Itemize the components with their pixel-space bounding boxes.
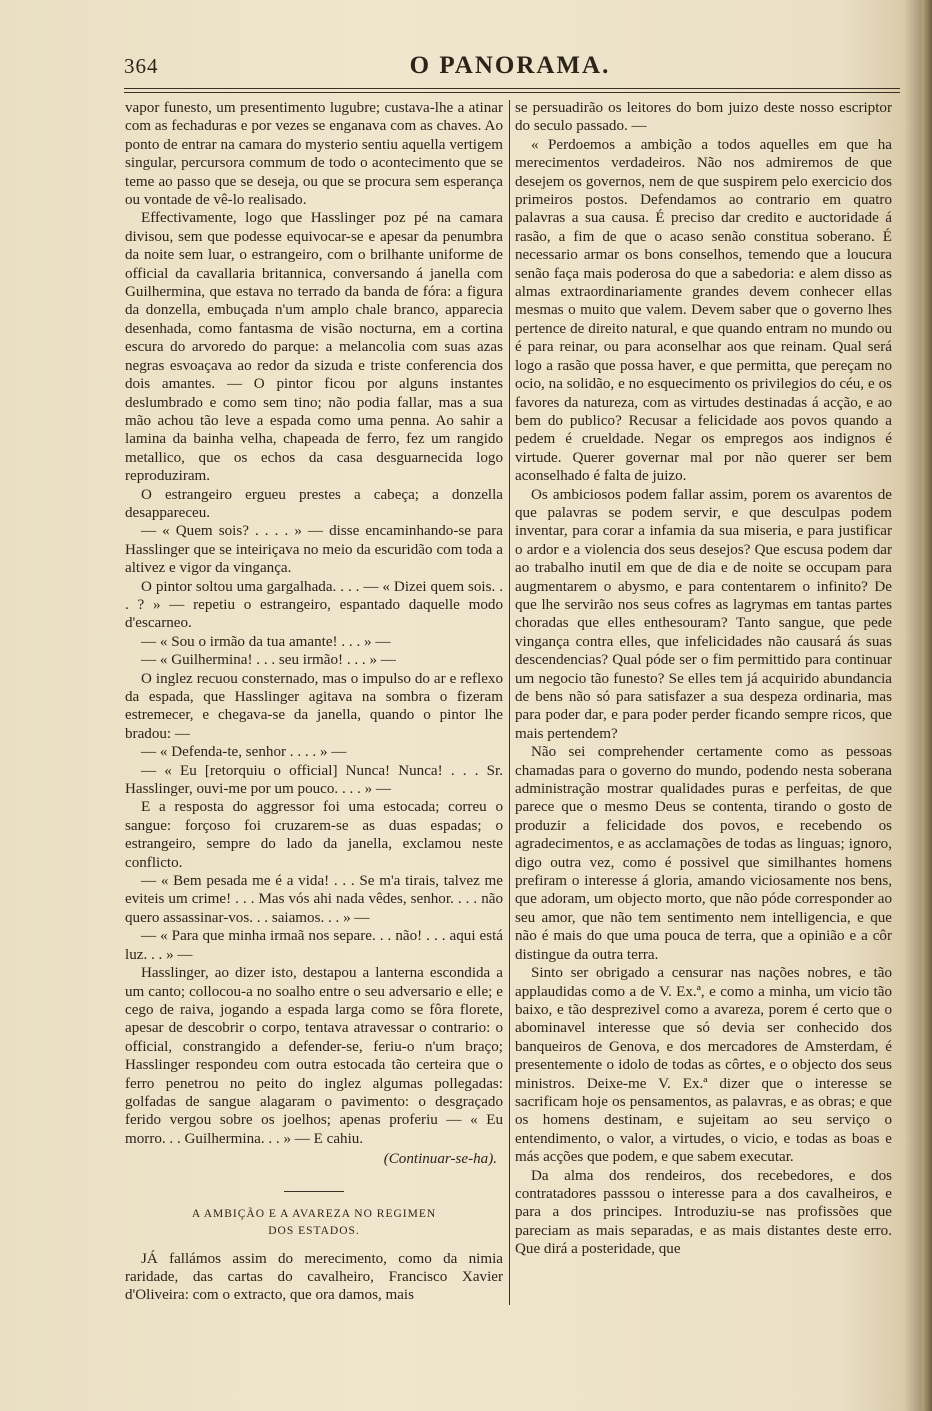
section-title-line-2: DOS ESTADOS. <box>268 1224 360 1237</box>
right-column <box>515 99 892 1259</box>
continuation-note: (Continuar-se-ha). <box>383 1151 497 1168</box>
paragraph: — « Quem sois? . . . . » — disse encaminhando-se para Hasslinger que se inteiriçava no meio da escuridão com toda a altivez e vigor da vingança. <box>125 523 503 577</box>
header-rule-thin <box>124 92 900 93</box>
paragraph: — « Bem pesada me é a vida! . . . Se m'a tirais, talvez me eviteis um crime! . . . Mas vós ahi nada vêdes, senhor. . . . não quero assassinar-vos. . . saiamos. . . » — <box>125 873 503 926</box>
section-title-line-1: A AMBIÇÃO E A AVAREZA NO REGIMEN <box>191 1207 437 1220</box>
paragraph: O estrangeiro ergueu prestes a cabeça; a donzella desappareceu. <box>125 486 503 521</box>
running-title: O PANORAMA. <box>409 52 611 79</box>
paragraph: — « Guilhermina! . . . seu irmão! . . . » — <box>141 652 396 669</box>
book-spine-edge <box>922 0 932 1411</box>
paragraph: « Perdoemos a ambição a todos aquelles em que ha merecimentos verdadeiros. Não nos admiremos de que desejem os governos, nem de que suspirem pelo exercicio dos primeiros postos. Defendamos ao contrario em quatro palavras a sua causa. É preciso dar credito e auctoridade á rasão, a fim de que o acaso senão constitua soberano. É necessario armar os bons conselhos, temendo que a loucura senão faça mais poderosa do que a sabedoria: e alem disso as almas extraordinariamente grandes devem conhecer ellas mesmas o muito que valem. Devem saber que o governo lhes pertence de direito natural, e que quando entram no mundo ou é para reinar, ou para aconselhar aos que reinam. Qual será logo a rasão que possa haver, e que permitta, que pereçam no ocio, na solidão, e no esquecimento os privilegios do céu, e os favores da natureza, com as virtudes destinadas á acção, e ao bem do publico? Recusar a felicidade aos povos quando a pedem é crueldade. Negar os empregos aos indignos é virtude. Querer governar mal por não querer ser bem aconselhado é falta de juizo. <box>515 136 892 485</box>
header-rule <box>124 88 900 89</box>
paragraph: — « Sou o irmão da tua amante! . . . » — <box>141 633 391 650</box>
paragraph: Não sei comprehender certamente como as pessoas chamadas para o governo do mundo, podendo nesta soberana administração mostrar qualidades puras e perfeitas, de que parece que o mesmo Deus se contenta, tirando o gosto de produzir a felicidade dos povos, e recebendo os agradecimentos, e as acclamações de todas as linguas; ignoro, digo outra vez, como é possivel que similhantes homens prefiram o interesse á gloria, amando viciosamente nos bens, que adoram, um objecto morto, que não póde corresponder ao seu amor, que não tem sentimento nem intelligencia, e que não é mais do que uma pouca de terra, que a opinião e a côr distingue da outra terra. <box>515 744 892 963</box>
paragraph: O inglez recuou consternado, mas o impulso do ar e reflexo da espada, que Hasslinger agitava na sombra o fizeram estremecer, e chegava-se da janella, quando o pintor lhe bradou: — <box>125 670 503 742</box>
section-title <box>125 1206 503 1240</box>
paragraph: — « Para que minha irmaã nos separe. . . não! . . . aqui está luz. . . » — <box>125 928 503 963</box>
paragraph: E a resposta do aggressor foi uma estocada; correu o sangue: forçoso foi cruzarem-se as duas espadas; o estrangeiro, sempre do lado da janella, exclamou neste conflicto. <box>125 799 503 871</box>
paragraph: Os ambiciosos podem fallar assim, porem os avarentos de que palavras se podem servir, e que desculpas podem inventar, para corar a infamia da sua miseria, e para justificar o ardor e a violencia dos seus desejos? Que escusa podem dar ao trabalho inutil em que de dia e de noite se occupam para augmentarem o abysmo, e para contentarem o infinito? De que lhe servirão nos seus cofres as lagrymas em tantas partes choradas que elles enthesouram? Tanto sangue, que pede vingança contra elles, que infelicidades não causará ás suas descendencias? Qual póde ser o fim permittido para continuar um negocio tão funesto? Se elles tem já acquirido abundancia de bens não só para satisfazer a sua despeza ordinaria, mas para poder dar, e para poder perder ficando sempre ricos, que mais pertendem? <box>515 486 892 742</box>
paragraph: O pintor soltou uma gargalhada. . . . — « Dizei quem sois. . . ? » — repetiu o estrangeiro, espantado daquelle modo d'escarneo. <box>125 578 503 632</box>
paragraph: Hasslinger, ao dizer isto, destapou a lanterna escondida a um canto; collocou-a no soalho entre o seu adversario e elle; e cego de raiva, jogando a espada larga como se fôra florete, apesar de descobrir o corpo, tentava atravessar o contrario: o official, constrangido a defender-se, feriu-o n'um braço; Hasslinger respondeu com outra estocada tão certeira que o ferro penetrou no peito do inglez algumas pollegadas: golfadas de sangue alagaram o pavimento: o desgraçado ferido vergou sobre os joelhos; apenas proferiu — « Eu morro. . . Guilhermina. . . » — E cahiu. <box>125 965 503 1147</box>
column-separator <box>509 100 510 1305</box>
paragraph: Sinto ser obrigado a censurar nas nações nobres, e tão applaudidas como a de V. Ex.ª, e como a minha, um vicio tão baixo, e tão desprezivel como a avareza, porem é certo que o abominavel interesse que só devia ser conhecido dos banqueiros de Genova, e dos mercadores de Amsterdam, é presentemente o idolo de todas as côrtes, e o objecto dos seus ministros. Deixe-me V. Ex.ª dizer que o interesse se sacrificam hoje os pensamentos, as palavras, e as obras; e que os homens destinam, e sujeitam ao seu serviço o entendimento, o valor, a virtudes, o vicio, e todas as boas e más acções que podem, e que sabem executar. <box>515 965 892 1166</box>
paragraph: — « Defenda-te, senhor . . . . » — <box>141 744 347 761</box>
paragraph: Da alma dos rendeiros, dos recebedores, e dos contratadores passsou o interesse para a dos cavalheiros, e para a dos principes. Introduziu-se nas profissões que pareciam as mais separadas, e as mais distantes deste erro. Que dirá a posteridade, que <box>515 1167 892 1258</box>
paragraph: — « Eu [retorquiu o official] Nunca! Nunca! . . . Sr. Hasslinger, ouvi-me por um pouco. . . . » — <box>125 762 503 798</box>
section-intro: JÁ fallámos assim do merecimento, como da nimia raridade, das cartas do cavalheiro, Francisco Xavier d'Oliveira: com o extracto, que ora damos, mais <box>125 1250 503 1304</box>
page-number: 364 <box>124 54 159 78</box>
paragraph: vapor funesto, um presentimento lugubre; custava-lhe a atinar com as fechaduras e por vezes se enganava com as chaves. Ao ponto de entrar na camara do mysterio sentiu aquella vertigem singular, percursora commum de todo o acontecimento que se teme ao passo que se deseja, ou que se procura sem esperança ou vontade de vê-lo realisado. <box>125 100 503 209</box>
paragraph: Effectivamente, logo que Hasslinger poz pé na camara divisou, sem que podesse equivocar-se e apesar da penumbra da noite sem luar, o estrangeiro, com o brilhante uniforme de official da cavallaria britannica, conversando á janella com Guilhermina, que estava no terrado da banda de fóra: a figura da donzella, embuçada n'um amplo chale branco, apparecia desenhada, como fantasma de visão nocturna, em a cortina escura do arvoredo do parque: a melancolia com suas azas negras esvoaçava ao redor da sizuda e triste conferencia dos dois amantes. — O pintor ficou por alguns instantes deslumbrado e como sem tino; não podia fallar, mas a sua mão achou tão leve a espada como uma penna. Ao sahir a lamina da bainha velha, chapeada de ferro, fez um rangido metallico, que os echos da casa desguarnecida logo reproduziram. <box>125 210 503 485</box>
page-header <box>120 52 900 86</box>
paragraph: se persuadirão os leitores do bom juizo deste nosso escriptor do seculo passado. — <box>515 100 892 135</box>
left-column <box>125 99 503 1305</box>
section-divider <box>284 1191 344 1192</box>
